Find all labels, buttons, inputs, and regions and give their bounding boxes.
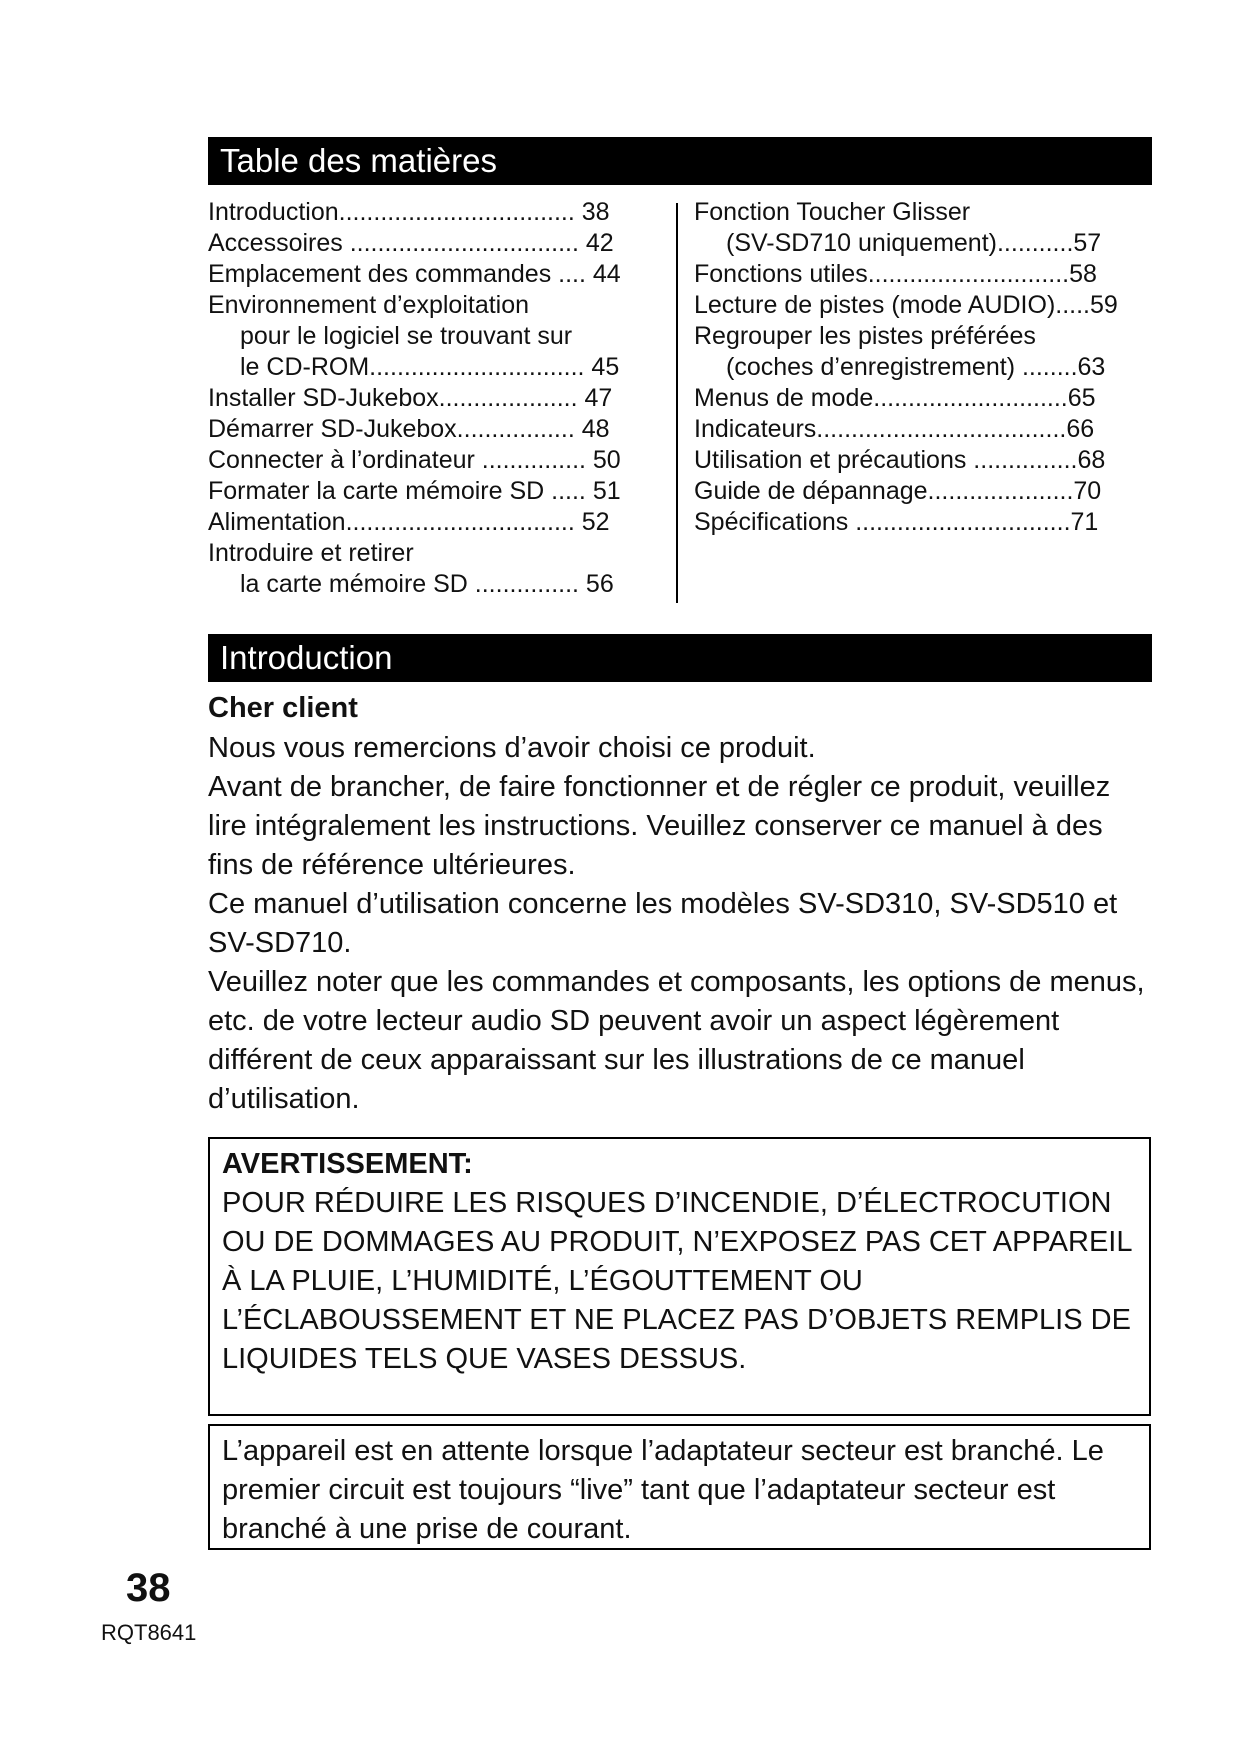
toc-column-divider xyxy=(676,203,678,603)
toc-entry[interactable]: Indicateurs....................................66 xyxy=(694,415,1095,443)
toc-entry[interactable]: le CD-ROM............................... 45 xyxy=(240,353,620,381)
page-number: 38 xyxy=(126,1566,171,1610)
toc-left-column xyxy=(208,197,648,600)
warning-box xyxy=(208,1137,1151,1416)
toc-title: Table des matières xyxy=(208,137,1152,185)
toc-entry[interactable]: Formater la carte mémoire SD ..... 51 xyxy=(208,477,621,505)
toc-entry[interactable]: Lecture de pistes (mode AUDIO).....59 xyxy=(694,291,1118,319)
intro-paragraph: Ce manuel d’utilisation concerne les modèles SV-SD310, SV-SD510 et SV-SD710. xyxy=(208,888,1118,959)
intro-paragraph: Nous vous remercions d’avoir choisi ce produit. xyxy=(208,732,816,764)
warning-heading: AVERTISSEMENT: xyxy=(222,1148,473,1180)
toc-entry[interactable]: Accessoires ................................. 42 xyxy=(208,229,614,257)
toc-entry[interactable]: Regrouper les pistes préférées xyxy=(694,322,1036,350)
toc-entry[interactable]: Introduire et retirer xyxy=(208,539,414,567)
intro-paragraph: Veuillez noter que les commandes et composants, les options de menus, etc. de votre lecteur audio SD peuvent avoir un aspect légèrement différent de ceux apparaissant sur les illustrations de ce manuel d’utilisation. xyxy=(208,966,1145,1115)
toc-entry[interactable]: la carte mémoire SD ............... 56 xyxy=(240,570,614,598)
toc-entry[interactable]: Environnement d’exploitation xyxy=(208,291,530,319)
toc-entry[interactable]: Menus de mode............................65 xyxy=(694,384,1096,412)
toc-entry[interactable]: Spécifications ...............................71 xyxy=(694,508,1099,536)
toc-entry[interactable]: Introduction.................................. 38 xyxy=(208,198,610,226)
toc-entry[interactable]: Démarrer SD-Jukebox................. 48 xyxy=(208,415,610,443)
toc-entry[interactable]: Alimentation................................. 52 xyxy=(208,508,610,536)
standby-note-box xyxy=(208,1424,1151,1550)
toc-entry[interactable]: (coches d’enregistrement) ........63 xyxy=(726,353,1106,381)
intro-paragraph: Avant de brancher, de faire fonctionner et de régler ce produit, veuillez lire intégralement les instructions. Veuillez conserver ce manuel à des fins de référence ultérieures. xyxy=(208,771,1111,881)
intro-body xyxy=(208,729,1148,1119)
toc-entry[interactable]: (SV-SD710 uniquement)...........57 xyxy=(726,229,1102,257)
toc-entry[interactable]: pour le logiciel se trouvant sur xyxy=(240,322,573,350)
toc-right-column xyxy=(694,197,1144,538)
toc-entry[interactable]: Emplacement des commandes .... 44 xyxy=(208,260,621,288)
toc-entry[interactable]: Utilisation et précautions ...............68 xyxy=(694,446,1106,474)
toc-entry[interactable]: Connecter à l’ordinateur ............... 50 xyxy=(208,446,621,474)
intro-title: Introduction xyxy=(208,634,1152,682)
toc-entry[interactable]: Fonction Toucher Glisser xyxy=(694,198,971,226)
document-code: RQT8641 xyxy=(101,1620,197,1645)
intro-subtitle: Cher client xyxy=(208,692,358,724)
toc-entry[interactable]: Installer SD-Jukebox.................... 47 xyxy=(208,384,613,412)
toc-entry[interactable]: Guide de dépannage.....................70 xyxy=(694,477,1102,505)
standby-note-text: L’appareil est en attente lorsque l’adaptateur secteur est branché. Le premier circuit est toujours “live” tant que l’adaptateur secteur est branché à une prise de courant. xyxy=(222,1435,1104,1545)
warning-body: POUR RÉDUIRE LES RISQUES D’INCENDIE, D’ÉLECTROCUTION OU DE DOMMAGES AU PRODUIT, N’EXPOSEZ PAS CET APPAREIL À LA PLUIE, L’HUMIDITÉ, L’ÉGOUTTEMENT OU L’ÉCLABOUSSEMENT ET NE PLACEZ PAS D’OBJETS REMPLIS DE LIQUIDES TELS QUE VASES DESSUS. xyxy=(222,1187,1132,1375)
toc-entry[interactable]: Fonctions utiles.............................58 xyxy=(694,260,1097,288)
